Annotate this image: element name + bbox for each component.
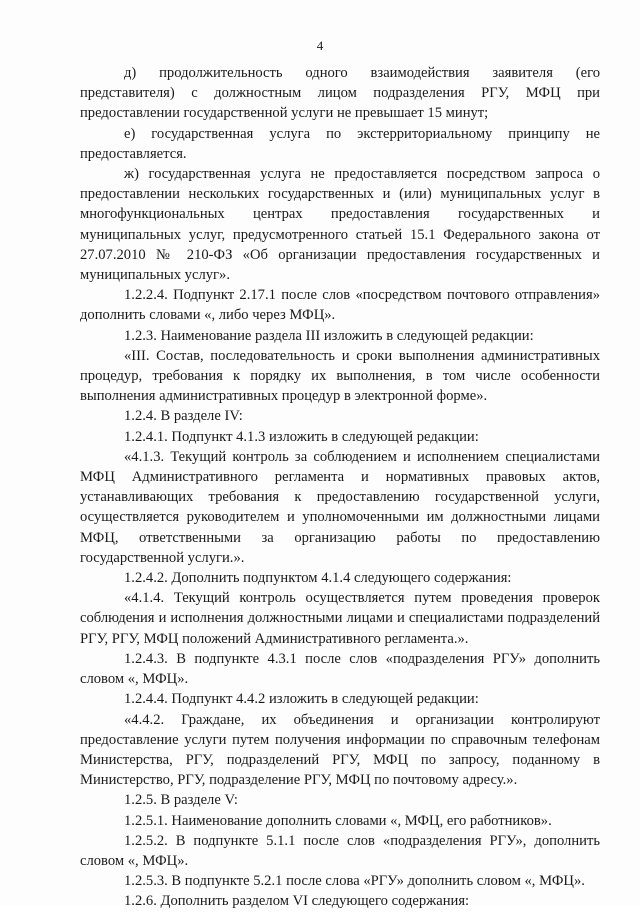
paragraph-4-1-3: «4.1.3. Текущий контроль за соблюдением и исполнением специалистами МФЦ Административного регламента и нормативных правовых актов, устанавливающих требования к предоставлению государственной услуги, осуществляется руководителем и уполномоченными им должностными лицами МФЦ, ответственными за организацию работы по предоставлению государственной услуги.». xyxy=(80,448,600,566)
paragraph-zh: ж) государственная услуга не предоставляется посредством запроса о предоставлении нескольких государственных и (или) муниципальных услуг в многофункциональных центрах предоставления государственных и муниципальных услуг, предусмотренного статьей 15.1 Федерального закона от 27.07.2010 № 210-ФЗ «Об организации предоставления государственных и муниципальных услуг». xyxy=(80,166,600,284)
page-number: 4 xyxy=(316,38,324,53)
paragraph-4-4-2: «4.4.2. Граждане, их объединения и организации контролируют предоставление услуги путем получения информации по справочным телефонам Министерства, РГУ, подразделений РГУ, МФЦ по запросу, поданному в Министерство, РГУ, подразделение РГУ, МФЦ по почтовому адресу.». xyxy=(80,711,600,789)
paragraph-1-2-4-1: 1.2.4.1. Подпункт 4.1.3 изложить в следующей редакции: xyxy=(124,428,479,445)
paragraph-1-2-2-4: 1.2.2.4. Подпункт 2.17.1 после слов «посредством почтового отправления» дополнить словами «, либо через МФЦ». xyxy=(80,287,600,324)
paragraph-1-2-4-2: 1.2.4.2. Дополнить подпунктом 4.1.4 следующего содержания: xyxy=(124,570,512,587)
paragraph-1-2-4: 1.2.4. В разделе IV: xyxy=(124,408,243,425)
paragraph-d: д) продолжительность одного взаимодействия заявителя (его представителя) с должностным лицом подразделения РГУ, МФЦ при предоставлении государственной услуги не превышает 15 минут; xyxy=(80,65,600,122)
document-body xyxy=(80,63,600,912)
paragraph-1-2-5: 1.2.5. В разделе V: xyxy=(124,792,238,809)
paragraph-1-2-6: 1.2.6. Дополнить разделом VI следующего содержания: xyxy=(124,893,470,910)
paragraph-1-2-4-4: 1.2.4.4. Подпункт 4.4.2 изложить в следующей редакции: xyxy=(124,691,479,708)
paragraph-4-1-4: «4.1.4. Текущий контроль осуществляется путем проведения проверок соблюдения и исполнения должностными лицами и специалистами подразделений РГУ, РГУ, МФЦ положений Административного регламента.». xyxy=(80,590,600,647)
paragraph-1-2-5-2: 1.2.5.2. В подпункте 5.1.1 после слов «подразделения РГУ», дополнить словом «, МФЦ». xyxy=(80,832,600,869)
paragraph-1-2-4-3: 1.2.4.3. В подпункте 4.3.1 после слов «подразделения РГУ» дополнить словом «, МФЦ». xyxy=(80,650,600,688)
paragraph-1-2-5-3: 1.2.5.3. В подпункте 5.2.1 после слова «РГУ» дополнить словом «, МФЦ». xyxy=(124,873,585,890)
paragraph-section-iii-title: «III. Состав, последовательность и сроки выполнения административных процедур, требования к порядку их выполнения, в том числе особенности выполнения административных процедур в электронной форме». xyxy=(80,347,600,405)
paragraph-1-2-3: 1.2.3. Наименование раздела III изложить в следующей редакции: xyxy=(124,327,534,344)
paragraph-e: е) государственная услуга по экстерриториальному принципу не предоставляется. xyxy=(80,125,600,162)
paragraph-1-2-5-1: 1.2.5.1. Наименование дополнить словами «, МФЦ, его работников». xyxy=(124,812,552,829)
